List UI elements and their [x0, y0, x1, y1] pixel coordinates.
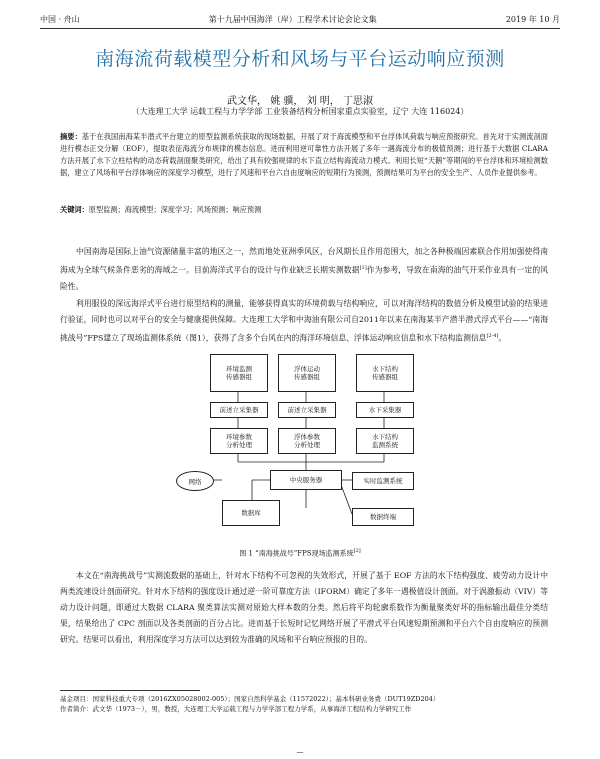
header-date: 2019 年 10 月 [505, 15, 560, 24]
citation: [2] [353, 548, 361, 554]
box-label: 水下采集器 [368, 406, 402, 414]
keywords-label: 关键词： [60, 205, 89, 214]
footnote: 基金项目：国家科技重大专项（2016ZX05028002-005）；国家自然科学基金（11572022）；基本科研业务费（DUT19ZD204） 作者简介：武文华（1973－），男，教授，大连理工大学运载工程与力学学部工程力学系，从事海洋工程结构力学研究工作 [60, 695, 440, 713]
box-label: 浮体运动 传感器组 [294, 365, 320, 381]
header-proceedings: 第十九届中国海洋（岸）工程学术讨论会论文集 [208, 15, 377, 24]
acquisition-box-3 [356, 402, 414, 418]
abstract-label: 摘要： [60, 132, 82, 141]
env-param-box [210, 428, 268, 454]
footnote-divider [60, 690, 200, 691]
paragraph-text: 作为参考，导致在南海的油气开采作业具有一定的风险性。 [60, 265, 548, 291]
env-sensor-box [210, 354, 268, 392]
page-number: — [296, 748, 304, 756]
remote-database-box [222, 500, 280, 526]
box-label: 中央服务器 [289, 476, 323, 484]
paper-title: 南海流荷载模型分析和风场与平台运动响应预测 [95, 48, 505, 70]
paragraph-text: 。 [498, 333, 507, 343]
acquisition-box-1 [210, 402, 268, 418]
figure-caption [0, 548, 600, 558]
box-label: 前述立采集器 [219, 406, 259, 414]
author-list: 武文华， 姚 骥， 刘 明， 丁思淑 [227, 96, 373, 107]
box-label: 数据库 [241, 509, 261, 517]
paragraph-text: 本文在“南海挑战号”实测流数据的基础上，针对水下结构不可忽视的失效形式，开展了基于 EOF 方法的水下结构强度、疲劳动力设计中两类流速设计剖面研究。针对水下结构的强度设计通过逆一阶可靠度方法（IFORM）确定了多年一遇极值设计剖面。对于涡激振动（VIV）等动力设计问题，即通过大数据 CLARA 聚类算法实测对原始大样本数的分类。然后将平均轮廓系数作为衡量聚类好坏的指标输出最佳分类结果，结果给出了 CPC 剖面以及各类剖面的百分占比。进而基于长短时记忆网络开展了平潜式平台风速短期预测和平台六个自由度响应的预测研究。结果可以看出，利用深度学习方法可以达到较为准确的风场和平台响应预报的目的。 [60, 571, 548, 644]
box-label: 网络 [188, 477, 202, 486]
box-label: 数据终端 [370, 513, 396, 521]
acquisition-box-2 [278, 402, 336, 418]
struct-monitor-box [356, 428, 414, 454]
paragraph-text: 中国南海是国际上油气资源储量丰富的地区之一，然而地处亚洲季风区，台风期长且作用范围大，加之各种极端因素联合作用加强使得南海成为全球气候条件恶劣的海域之一。目前海洋式平台的设计与作业缺乏长期实测数据 [60, 247, 548, 275]
citation: [2-4] [486, 333, 499, 339]
paragraph-method [60, 568, 548, 648]
box-label: 水下结构 传感器组 [372, 365, 398, 381]
central-server-box [270, 470, 342, 490]
box-label: 实时监测系统 [363, 477, 403, 485]
citation: [1] [359, 265, 367, 271]
data-terminal-box [352, 508, 414, 526]
paragraph-text: 利用服役的深远海浮式平台进行原型结构的测量，能够获得真实的环境荷载与结构响应，可以对海洋结构的数值分析及模型试验的结果进行验证，同时也可以对平台的安全与健康提供保障。大连理工大学和中海油有限公司自2011年以来在南海某半产潜半潜式浮式平台——“南海挑战号”FPS建立了现场监测体系统（图1），获得了含多个台风在内的海洋环境信息、浮体运动响应信息和水下结构监测信息 [60, 299, 548, 343]
display-system-box [352, 472, 414, 490]
caption-text: 图 1 “南海挑战号”FPS现场监测系统 [239, 549, 354, 558]
box-label: 水下结构 监测系统 [372, 433, 398, 449]
float-param-box [278, 428, 336, 454]
box-label: 环境参数 分析处理 [226, 433, 252, 449]
float-sensor-box [278, 354, 336, 392]
box-label: 环境监测 传感器组 [226, 365, 252, 381]
affiliation: （大连理工大学 运载工程与力学学部 工业装备结构分析国家重点实验室，辽宁 大连 116024） [131, 107, 469, 116]
struct-sensor-box [356, 354, 414, 392]
abstract-text: 基于在我国南海某半潜式平台建立的原型监测系统获取的现场数据，开展了对于海流模型和平台浮体风荷载与响应预报研究。首先对于实测流剖面进行模态正交分解（EOF），提取表征海流分布规律的模态信息。进而利用逆可靠性方法开展了多年一遇海流分布的极值预测；进行基于大数据 CLARA 方法开展了水下立柱结构的动态荷载剖面聚类研究，给出了具有较强规律的水下直立结构海流动力模式。利用长短“天鹅”等期间的平台浮体和环境检测数据，建立了风场和平台浮体响应的深度学习模型，进行了风速和平台六自由度响应的短期行为预测，预测结果可为平台的安全生产、人员作业提供参考。 [60, 132, 548, 177]
keywords-text: 原型监测；海流模型；深度学习；风场预测；响应预测 [88, 205, 262, 214]
box-label: 浮体参数 分析处理 [294, 433, 320, 449]
network-ellipse [176, 471, 214, 491]
header-location: 中国 · 舟山 [40, 15, 80, 24]
box-label: 前述立采集器 [287, 406, 327, 414]
